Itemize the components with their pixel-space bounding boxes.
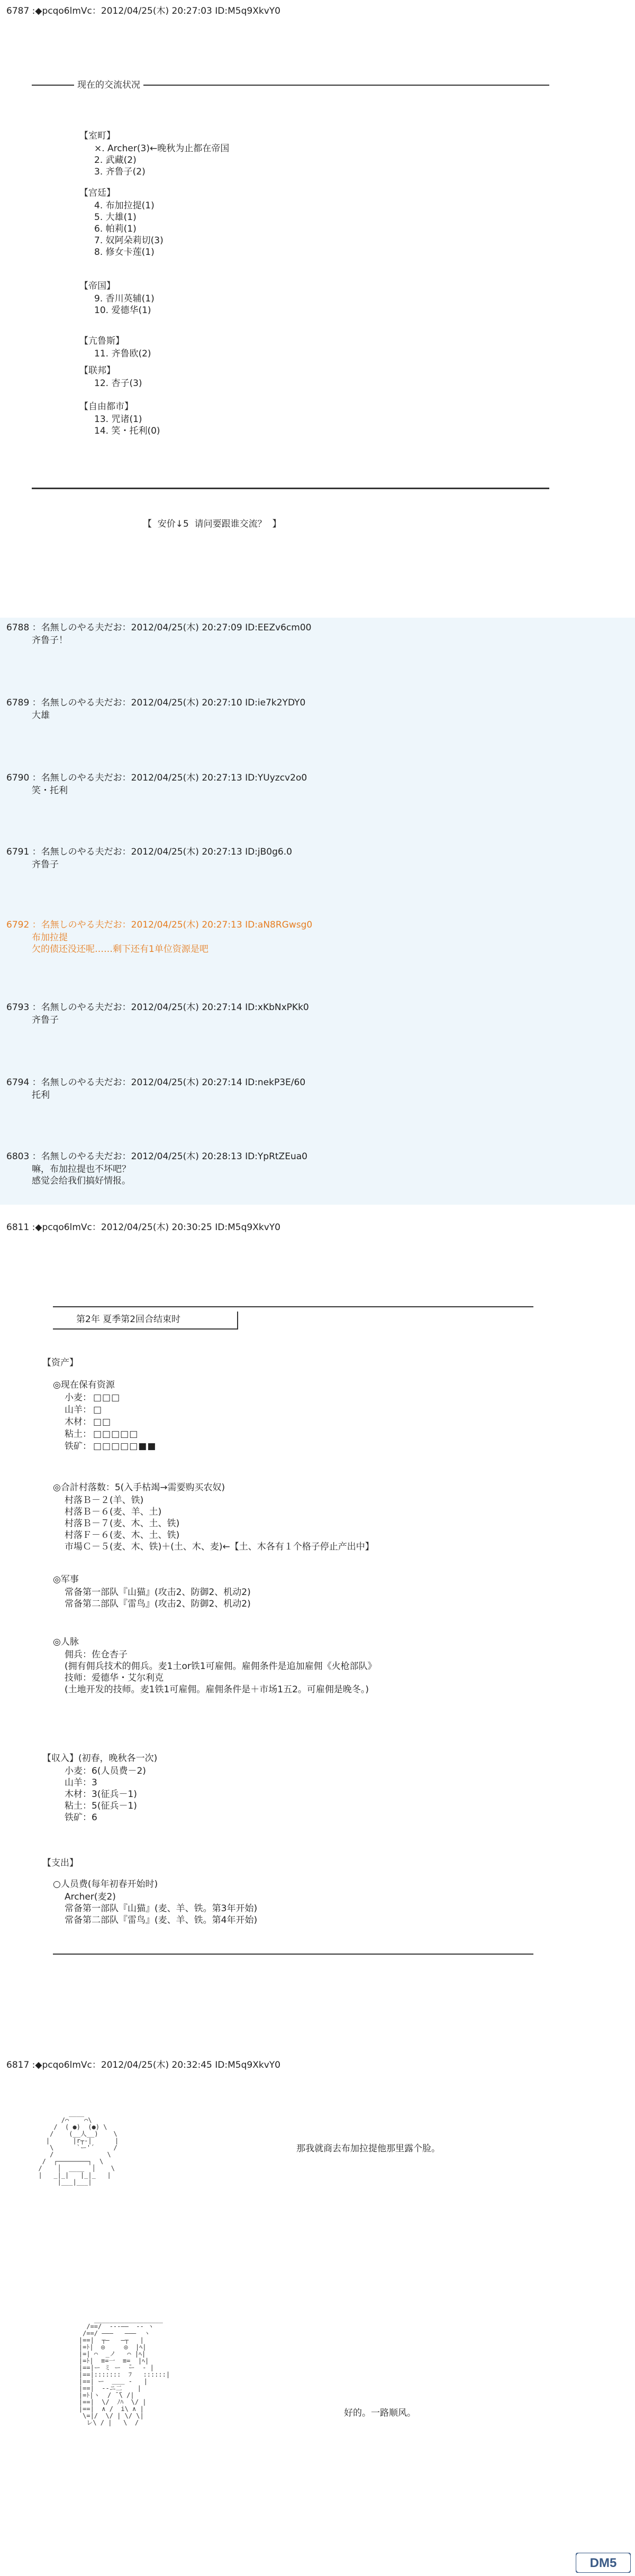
ascii-art-character: ____ /⌒ ⌒\ / ( ●) (●) \ / (__人__) \ | |r┬-| | \ `ー'´ / / \ / ┌────────┐ \ / │ ____ │ \ | _|_| |_|_ | |___|___|: [38, 2110, 119, 2186]
resource-value: □□□□□■■: [93, 1441, 157, 1452]
post-header: 6787 :◆pcqo6lmVc：2012/04/25(木) 20:27:03 ID:M5q9XkvY0: [6, 6, 280, 16]
reply-text: 笑・托利: [32, 785, 68, 796]
group-member: 6. 帕莉(1): [94, 224, 137, 234]
resource-label: 木材：: [65, 1417, 92, 1427]
village-entry: 村落Ｆ－６(麦、木、土、铁): [65, 1530, 180, 1541]
reply-text: 齐鲁子: [32, 1015, 59, 1025]
section-heading: 【资产】: [42, 1358, 78, 1368]
reply-header: 6793 ：名無しのやる夫だお：2012/04/25(木) 20:27:14 ID:xKbNxPKk0: [6, 1002, 309, 1013]
group-member: 5. 大雄(1): [94, 212, 137, 223]
divider: [53, 1954, 533, 1955]
group-member: 7. 奴阿朵莉切(3): [94, 235, 164, 246]
group-member: 12. 杏子(3): [94, 378, 142, 389]
section-heading: ◎合計村落数：5(入手枯竭→需要购买农奴): [53, 1482, 225, 1493]
reply-header: 6792 ：名無しのやる夫だお：2012/04/25(木) 20:27:13 ID:aN8RGwsg0: [6, 920, 313, 930]
resource-label: 粘土：: [65, 1429, 92, 1440]
village-entry: 村落Ｂ－２(羊、铁): [65, 1495, 144, 1506]
section-heading: ◎现在保有资源: [53, 1380, 115, 1390]
status-title: 第2年 夏季第2回合结束时: [53, 1312, 238, 1330]
group-name: 【宫廷】: [79, 188, 115, 198]
income-entry: 小麦：6(人员费－2): [65, 1766, 146, 1776]
vote-prompt: 【 安价↓5 请问要跟谁交流？ 】: [143, 519, 282, 529]
dialogue-line: 好的。一路顺风。: [344, 2408, 416, 2418]
section-heading: ◎人脉: [53, 1637, 79, 1647]
army-unit: 常备第一部队『山猫』(攻击2、防御2、机动2): [65, 1587, 251, 1598]
section-heading: 【収入】(初春，晚秋各一次): [42, 1753, 158, 1764]
group-member: 9. 香川英辅(1): [94, 294, 155, 304]
resource-label: 山羊：: [65, 1405, 92, 1415]
expense-entry: Archer(麦2): [65, 1892, 116, 1902]
divider: [32, 488, 549, 489]
resource-value: □□□: [93, 1392, 121, 1403]
income-entry: 山羊：3: [65, 1777, 97, 1788]
expense-entry: 常备第一部队『山猫』(麦、羊、铁。第3年开始): [65, 1903, 258, 1914]
reply-text: 托利: [32, 1090, 50, 1101]
reply-text: 嘛，布加拉提也不坏吧？ 感觉会给我们搞好情报。: [32, 1164, 131, 1186]
post-header: 6817 :◆pcqo6lmVc：2012/04/25(木) 20:32:45 ID:M5q9XkvY0: [6, 2060, 280, 2070]
reply-header: 6791 ：名無しのやる夫だお：2012/04/25(木) 20:27:13 ID:jB0g6.0: [6, 847, 292, 857]
income-entry: 木材：3(征兵－1): [65, 1789, 137, 1800]
resource-value: □: [93, 1405, 103, 1415]
group-name: 【帝国】: [79, 281, 115, 291]
ascii-art-character: __________________ /==/ ‐‐‐―― ‐‐ ヽ /==/ ――― ――― ヽ |==| ┬― ―┬ | |=ﾄ| ◎ ◎ |ﾍ| |=| ⌒ _ノ ⌒ |ﾍ| |=ﾄ| ≡=一 ≡= |ﾍ| |==|ー ミ ー ̄ー ‐ | |==|::::::: ﾌ ::::::| |==| ー ＿＿ ‐ | |==| --ニ二 | |=ﾄ|ヽ / ̄ ̄\ /| |==| \/ ﾉﾊ \/ | |==| ∧ / i\ ∧ | \=|/ \/ | \/ \| レ\ / | \ /: [78, 2316, 170, 2426]
income-entry: 粘土：5(征兵－1): [65, 1801, 137, 1811]
section-heading: 【支出】: [42, 1858, 78, 1868]
group-member: 10. 爱德华(1): [94, 305, 151, 316]
army-unit: 常备第二部队『雷鸟』(攻击2、防御2、机动2): [65, 1599, 251, 1609]
group-member: 14. 笑・托利(0): [94, 426, 160, 436]
reply-header: 6790 ：名無しのやる夫だお：2012/04/25(木) 20:27:13 ID:YUyzcv2o0: [6, 773, 307, 783]
contact-entry: 佣兵：佐仓杏子: [65, 1649, 128, 1660]
reply-header: 6788 ：名無しのやる夫だお：2012/04/25(木) 20:27:09 ID:EEZv6cm00: [6, 622, 312, 633]
group-member: 8. 修女卡莲(1): [94, 247, 155, 258]
contact-entry: 技师：爱德华・艾尔利克: [65, 1673, 164, 1683]
group-member: ×. Archer(3)←晚秋为止都在帝国: [94, 143, 230, 154]
dialogue-line: 那我就商去布加拉提他那里露个脸。: [296, 2143, 440, 2154]
resource-value: □□: [93, 1417, 112, 1427]
village-entry: 市場Ｃ－５(麦、木、铁)＋(土、木、麦)←【土、木各有１个格子停止产出中】: [65, 1542, 374, 1552]
reply-text: 布加拉提 欠的债还没还呢……剩下还有1单位资源是吧: [32, 932, 208, 955]
group-member: 2. 武藏(2): [94, 155, 137, 166]
resource-label: 铁矿：: [65, 1441, 92, 1452]
reply-header: 6789 ：名無しのやる夫だお：2012/04/25(木) 20:27:10 ID:ie7k2YDY0: [6, 698, 306, 708]
post-header: 6811 :◆pcqo6lmVc：2012/04/25(木) 20:30:25 ID:M5q9XkvY0: [6, 1222, 280, 1233]
status-title: 现在的交流状况: [74, 79, 143, 91]
reply-text: 齐鲁子: [32, 859, 59, 870]
expense-entry: 常备第二部队『雷鸟』(麦、羊、铁。第4年开始): [65, 1915, 258, 1926]
section-heading: ◎军事: [53, 1574, 79, 1585]
reply-text: 大雄: [32, 710, 50, 721]
group-name: 【室町】: [79, 131, 115, 141]
reply-text: 齐鲁子！: [32, 635, 68, 646]
contact-entry: (土地开发的技师。麦1铁1可雇佣。雇佣条件是＋市场1五2。可雇佣是晚冬。): [65, 1684, 369, 1695]
reply-header: 6794 ：名無しのやる夫だお：2012/04/25(木) 20:27:14 ID:nekP3E/60: [6, 1077, 306, 1088]
group-name: 【亢鲁斯】: [79, 336, 124, 346]
divider: [53, 1306, 533, 1307]
section-heading: ○人员费(每年初春开始时): [53, 1879, 158, 1890]
village-entry: 村落Ｂ－６(麦、羊、土): [65, 1507, 162, 1517]
income-entry: 铁矿：6: [65, 1812, 97, 1823]
group-member: 4. 布加拉提(1): [94, 200, 155, 211]
contact-entry: (拥有佣兵技术的佣兵。麦1土or铁1可雇佣。雇佣条件是追加雇佣《火枪部队》: [65, 1661, 377, 1672]
reply-header: 6803 ：名無しのやる夫だお：2012/04/25(木) 20:28:13 ID:YpRtZEua0: [6, 1151, 307, 1162]
village-entry: 村落Ｂ－７(麦、木、土、铁): [65, 1518, 180, 1529]
watermark-text: DM5: [589, 2556, 617, 2570]
group-name: 【联邦】: [79, 365, 115, 376]
group-member: 13. 咒诸(1): [94, 414, 142, 425]
resource-label: 小麦：: [65, 1392, 92, 1403]
group-member: 11. 齐鲁欧(2): [94, 349, 151, 359]
group-name: 【自由都市】: [79, 401, 133, 412]
group-member: 3. 齐鲁子(2): [94, 167, 146, 177]
watermark-logo: [576, 2553, 631, 2573]
resource-value: □□□□□: [93, 1429, 139, 1440]
